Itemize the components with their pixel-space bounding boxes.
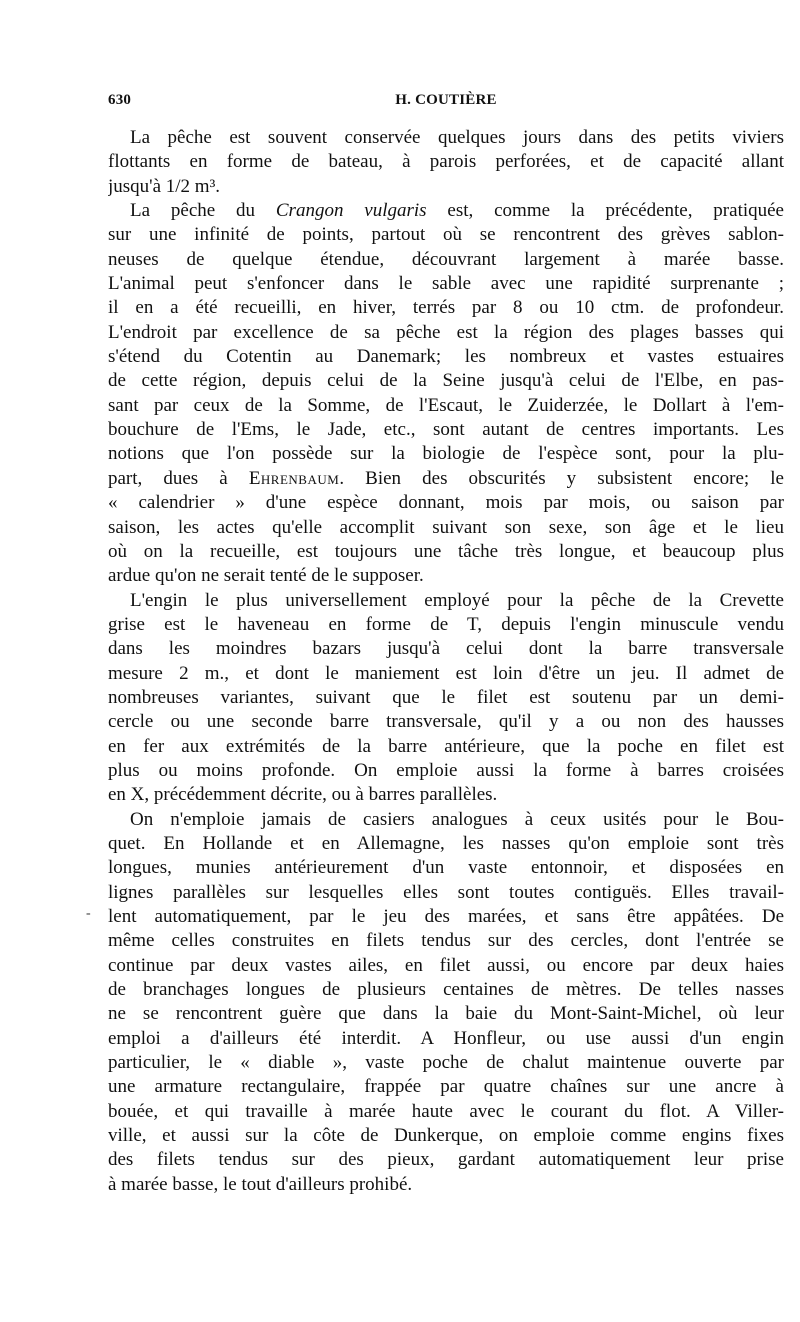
- text-line: L'engin le plus universellement employé pour la pêche de la Crevette: [130, 589, 784, 611]
- text-line: en X, précédemment décrite, ou à barres parallèles.: [108, 784, 498, 806]
- text-line: sant par ceux de la Somme, de l'Escaut, le Zuiderzée, le Dollart à l'em-: [108, 394, 784, 416]
- text-line: lignes parallèles sur lesquelles elles sont toutes contiguës. Elles travail-: [108, 881, 784, 903]
- page-number: 630: [108, 92, 132, 108]
- text-line: L'animal peut s'enfoncer dans le sable avec une rapidité surprenante ;: [108, 273, 784, 295]
- text-line: particulier, le « diable », vaste poche de chalut maintenue ouverte par: [108, 1052, 784, 1074]
- text-line: nombreuses variantes, suivant que le filet est soutenu par un demi-: [108, 686, 784, 708]
- text-line: « calendrier » d'une espèce donnant, mois par mois, ou saison par: [108, 492, 784, 514]
- text-line: [108, 467, 784, 491]
- text-fragment: est, comme la précédente, pratiquée: [426, 200, 784, 222]
- page-header: [108, 92, 784, 116]
- text-line: ne se rencontrent guère que dans la baie du Mont-Saint-Michel, où leur: [108, 1003, 784, 1025]
- text-line: flottants en forme de bateau, à parois perforées, et de capacité allant: [108, 151, 784, 173]
- text-line: en fer aux extrémités de la barre antérieure, que la poche en filet est: [108, 735, 784, 757]
- text-line: notions que l'on possède sur la biologie de l'espèce sont, pour la plu-: [108, 443, 784, 465]
- text-line: longues, munies antérieurement d'un vaste entonnoir, et disposées en: [108, 857, 784, 879]
- text-line: à marée basse, le tout d'ailleurs prohibé.: [108, 1173, 413, 1195]
- text-line: s'étend du Cotentin au Danemark; les nombreux et vastes estuaires: [108, 346, 784, 368]
- text-line: dans les moindres bazars jusqu'à celui dont la barre transversale: [108, 638, 784, 660]
- text-line: bouchure de l'Ems, le Jade, etc., sont autant de centres importants. Les: [108, 419, 784, 441]
- text-line: neuses de quelque étendue, découvrant largement à marée basse.: [108, 248, 784, 270]
- text-line: quet. En Hollande et en Allemagne, les nasses qu'on emploie sont très: [108, 832, 784, 854]
- text-line: plus ou moins profonde. On emploie aussi la forme à barres croisées: [108, 759, 784, 781]
- text-line: On n'emploie jamais de casiers analogues à ceux usités pour le Bou-: [130, 808, 784, 830]
- text-line: La pêche est souvent conservée quelques jours dans des petits viviers: [130, 127, 784, 148]
- text-line: mesure 2 m., et dont le maniement est loin d'être un jeu. Il admet de: [108, 662, 784, 684]
- running-head: H. COUTIÈRE: [395, 92, 497, 108]
- text-fragment: . Bien des obscurités y subsistent encore; le: [339, 467, 784, 489]
- text-line: cercle ou une seconde barre transversale, qu'il y a ou non des hausses: [108, 711, 784, 733]
- text-line: il en a été recueilli, en hiver, terrés par 8 ou 10 ctm. de profondeur.: [108, 297, 784, 319]
- text-line: bouée, et qui travaille à marée haute avec le courant du flot. A Viller-: [108, 1100, 784, 1122]
- author-name: Ehrenbaum: [248, 467, 340, 489]
- text-line: de cette région, depuis celui de la Seine jusqu'à celui de l'Elbe, en pas-: [108, 370, 784, 392]
- species-name: Crangon vulgaris: [275, 200, 427, 222]
- text-line: grise est le haveneau en forme de T, depuis l'engin minuscule vendu: [108, 613, 784, 635]
- text-fragment: La pêche du: [130, 200, 276, 222]
- text-line: ardue qu'on ne serait tenté de le supposer.: [108, 565, 424, 587]
- margin-mark: -: [86, 906, 91, 921]
- text-line: une armature rectangulaire, frappée par quatre chaînes sur une ancre à: [108, 1076, 784, 1098]
- text-line: L'endroit par excellence de sa pêche est la région des plages basses qui: [108, 321, 784, 343]
- text-line: de branchages longues de plusieurs centaines de mètres. De telles nasses: [108, 979, 784, 1001]
- text-line: sur une infinité de points, partout où se rencontrent des grèves sablon-: [108, 224, 784, 246]
- text-line: même celles construites en filets tendus sur des cercles, dont l'entrée se: [108, 930, 784, 952]
- text-line: lent automatiquement, par le jeu des marées, et sans être appâtées. De: [108, 906, 784, 927]
- text-line: ville, et aussi sur la côte de Dunkerque, on emploie comme engins fixes: [108, 1125, 784, 1147]
- text-line: emploi a d'ailleurs été interdit. A Honfleur, ou use aussi d'un engin: [108, 1027, 784, 1049]
- text-line: où on la recueille, est toujours une tâche très longue, et beaucoup plus: [108, 540, 784, 562]
- body-text: [108, 126, 784, 1197]
- text-line: des filets tendus sur des pieux, gardant automatiquement leur prise: [108, 1149, 784, 1171]
- text-line: jusqu'à 1/2 m³.: [108, 175, 221, 197]
- text-line: saison, les actes qu'elle accomplit suivant son sexe, son âge et le lieu: [108, 516, 784, 538]
- text-fragment: part, dues à: [108, 467, 249, 489]
- text-line: continue par deux vastes ailes, en filet aussi, ou encore par deux haies: [108, 954, 784, 976]
- text-line: [108, 199, 784, 223]
